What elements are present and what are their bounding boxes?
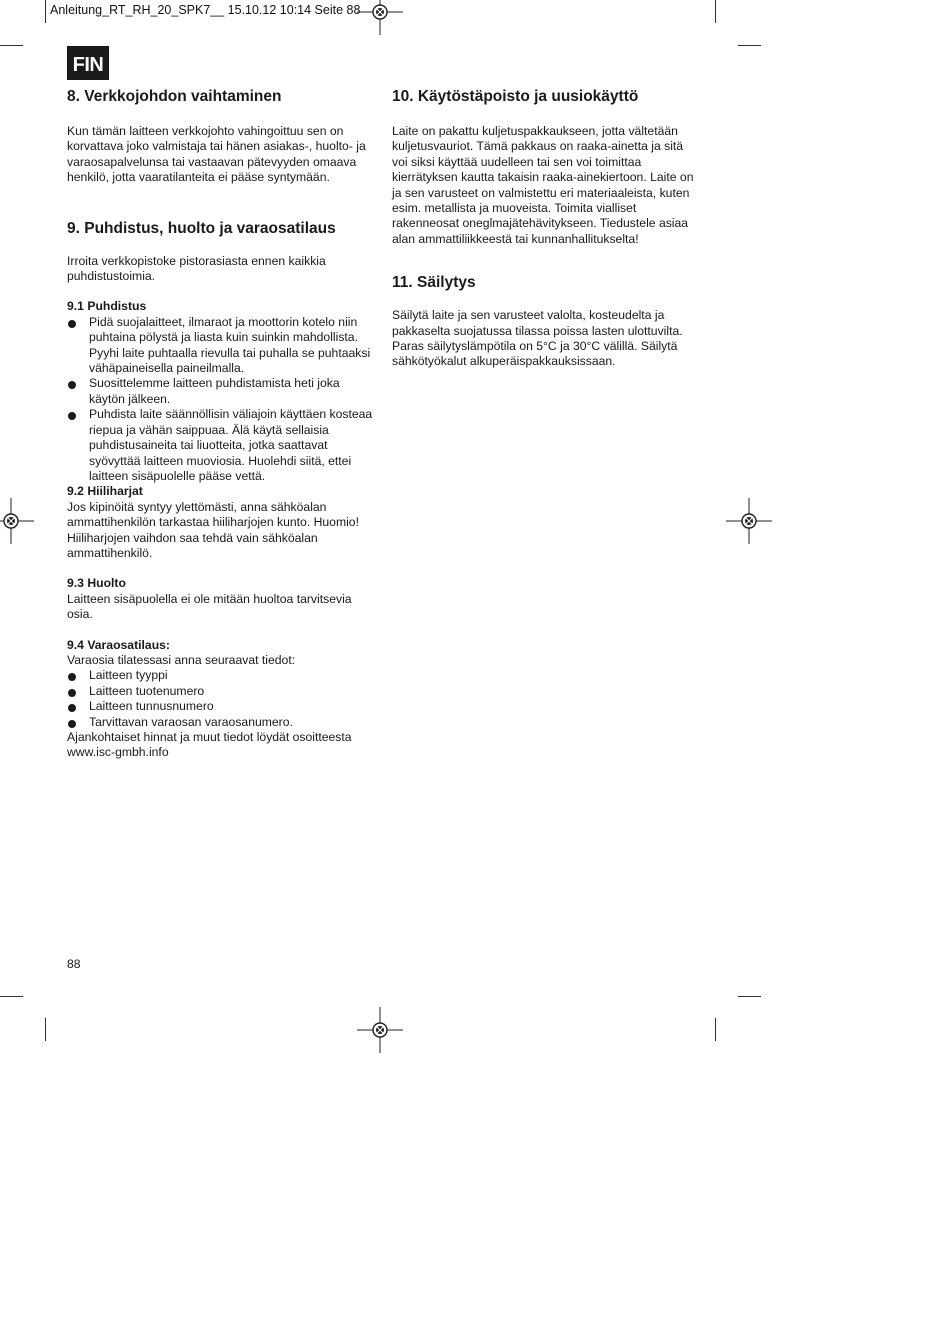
section-9-2-body: Jos kipinöitä syntyy ylettömästi, anna sähköalan ammattihenkilön tarkastaa hiiliharjojen kunto. Huomio! Hiiliharjojen vaihdon saa tehdä vain sähköalan ammattihenkilö. bbox=[67, 499, 359, 560]
registration-mark-icon bbox=[726, 498, 772, 544]
file-header-line: Anleitung_RT_RH_20_SPK7__ 15.10.12 10:14 Seite 88 bbox=[50, 3, 361, 17]
section-10-body: Laite on pakattu kuljetuspakkaukseen, jotta vältetään kuljetusvauriot. Tämä pakkaus on raaka-ainetta ja sitä voi siksi käyttää uudelleen tai sen voi toimittaa kierrätyksen kautta takaisin raaka-ainekiertoon. Laite on ja sen varusteet on valmistettu eri materiaaleista, kuten esim. metallista ja muoveista. Toimita vialliset rakenneosat oneglmajätehävitykseen. Tiedustele asiaa alan ammattiliikkeestä tai kunnanhallitukselta! bbox=[392, 124, 694, 246]
crop-mark bbox=[45, 1018, 46, 1041]
section-8-body: Kun tämän laitteen verkkojohto vahingoittuu sen on korvattava joko valmistaja tai hänen asiakas-, huolto- ja varaosapalvelunsa tai vastaavan pätevyyden omaava henkilö, jotta vaaratilanteita ei pääse syntymään. bbox=[67, 124, 366, 185]
crop-mark bbox=[45, 0, 46, 23]
section-10-title: 10. Käytöstäpoisto ja uusiokäyttö bbox=[392, 88, 639, 105]
section-9-3-body: Laitteen sisäpuolella ei ole mitään huoltoa tarvitsevia osia. bbox=[67, 591, 352, 622]
crop-mark bbox=[738, 45, 761, 46]
page-number: 88 bbox=[67, 957, 81, 971]
language-badge: FIN bbox=[67, 46, 109, 80]
section-9-3-title: 9.3 Huolto bbox=[67, 576, 126, 591]
crop-mark bbox=[715, 0, 716, 23]
crop-mark bbox=[0, 45, 23, 46]
list-item: Suosittelemme laitteen puhdistamista heti joka käytön jälkeen. bbox=[67, 376, 377, 407]
section-9-intro: Irroita verkkopistoke pistorasiasta ennen kaikkia puhdistustoimia. bbox=[67, 253, 326, 284]
section-9-title: 9. Puhdistus, huolto ja varaosatilaus bbox=[67, 219, 336, 237]
list-item: Tarvittavan varaosan varaosanumero. bbox=[67, 715, 377, 730]
cleaning-bullet-list bbox=[67, 315, 377, 484]
registration-mark-icon bbox=[357, 1007, 403, 1053]
section-9-2-title: 9.2 Hiiliharjat bbox=[67, 484, 143, 499]
section-9-1-title: 9.1 Puhdistus bbox=[67, 299, 147, 314]
left-column bbox=[67, 87, 377, 761]
section-9-4-intro: Varaosia tilatessasi anna seuraavat tiedot: bbox=[67, 652, 296, 667]
section-9-4-title: 9.4 Varaosatilaus: bbox=[67, 637, 170, 652]
section-8-title: 8. Verkkojohdon vaihtaminen bbox=[67, 88, 282, 105]
spare-parts-bullet-list bbox=[67, 668, 377, 730]
list-item: Laitteen tuotenumero bbox=[67, 684, 377, 699]
crop-mark bbox=[738, 996, 761, 997]
list-item: Laitteen tunnusnumero bbox=[67, 699, 377, 714]
section-11-body: Säilytä laite ja sen varusteet valolta, kosteudelta ja pakkaselta suojatussa tilassa poissa lasten ulottuvilta. Paras säilytyslämpötila on 5°C ja 30°C välillä. Säilytä sähkötyökalut alkuperäispakkauksissaan. bbox=[392, 308, 683, 369]
list-item: Pidä suojalaitteet, ilmaraot ja moottorin kotelo niin puhtaina pölystä ja liasta kuin suinkin mahdollista. Pyyhi laite puhtaalla rievulla tai puhalla se puhtaaksi vähäpaineisella paineilmalla. bbox=[67, 315, 377, 377]
crop-mark bbox=[715, 1018, 716, 1041]
section-9-4-outro: Ajankohtaiset hinnat ja muut tiedot löydät osoitteesta www.isc-gmbh.info bbox=[67, 730, 352, 760]
right-column bbox=[392, 87, 702, 370]
registration-mark-icon bbox=[0, 498, 34, 544]
crop-mark bbox=[0, 996, 23, 997]
registration-mark-icon bbox=[357, 0, 403, 35]
section-11-title: 11. Säilytys bbox=[392, 274, 476, 292]
list-item: Puhdista laite säännöllisin väliajoin käyttäen kosteaa riepua ja vähän saippuaa. Älä käytä sellaisia puhdistusaineita tai liuotteita, jotka saattavat syövyttää laitteen muoviosia. Huolehdi siitä, ettei laitteen sisäpuolelle pääse vettä. bbox=[67, 407, 377, 484]
list-item: Laitteen tyyppi bbox=[67, 668, 377, 683]
